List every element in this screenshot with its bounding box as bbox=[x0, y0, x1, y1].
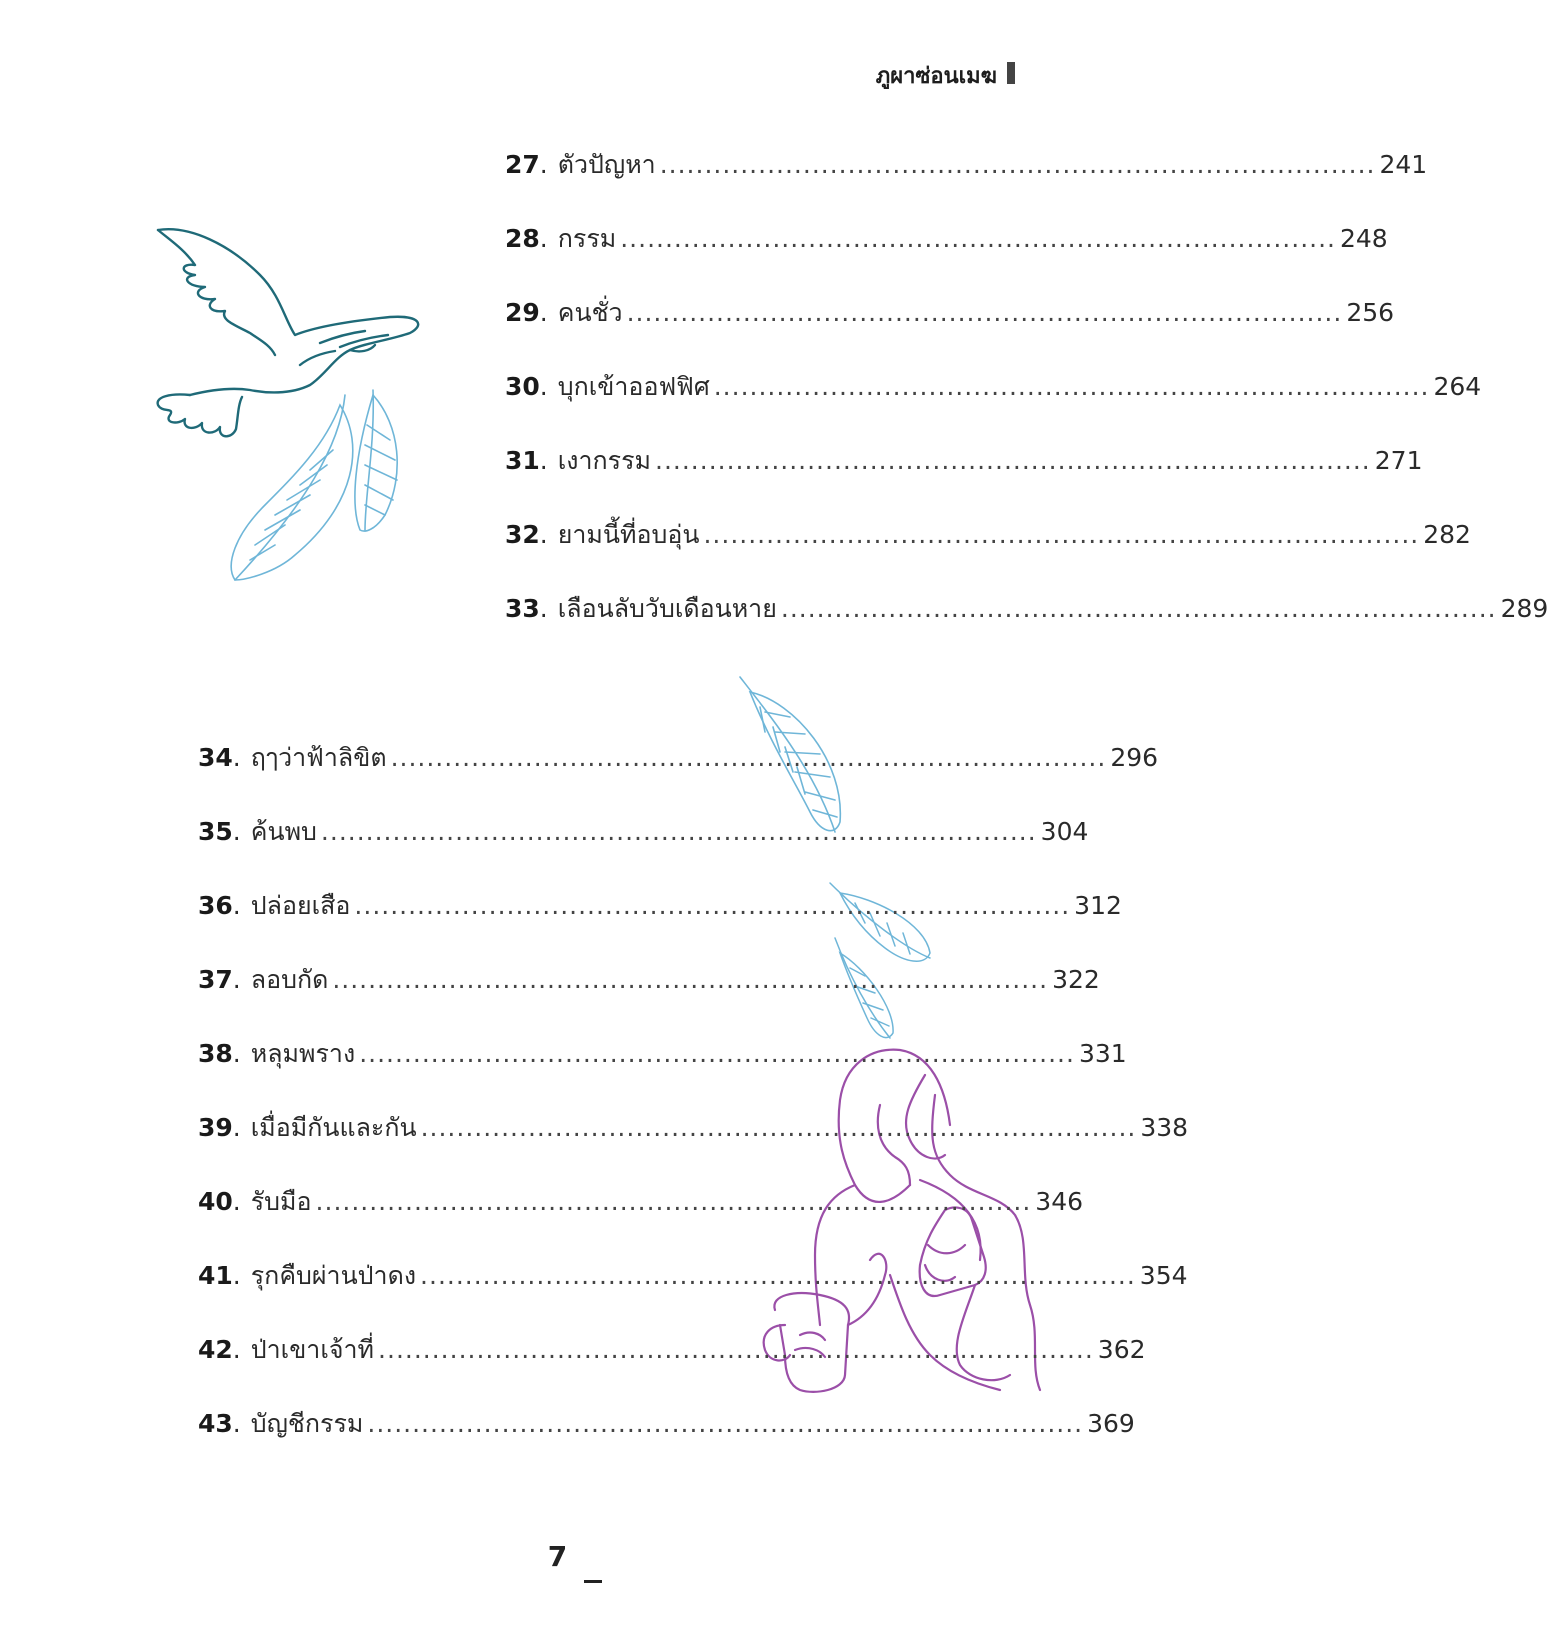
header-marker-bar bbox=[1007, 62, 1015, 84]
chapter-number: 37 bbox=[198, 965, 233, 994]
dot-leader: ................................................................................ bbox=[359, 1039, 1075, 1068]
chapter-number: 33 bbox=[505, 594, 540, 623]
chapter-number: 34 bbox=[198, 743, 233, 772]
book-title-header: ภูผาซ่อนเมฆ bbox=[875, 64, 997, 89]
dot-leader: ................................................................................ bbox=[390, 743, 1107, 772]
chapter-title: เลือนลับวับเดือนหาย bbox=[557, 594, 777, 623]
dot-leader: ................................................................................ bbox=[420, 1261, 1136, 1290]
page-ref: 248 bbox=[1339, 224, 1388, 253]
chapter-title: ปล่อยเสือ bbox=[250, 891, 351, 920]
chapter-number: 43 bbox=[198, 1409, 233, 1438]
chapter-title: ยามนี้ที่อบอุ่น bbox=[557, 520, 700, 549]
dot-leader: ................................................................................ bbox=[655, 446, 1371, 475]
page-ref: 289 bbox=[1500, 594, 1548, 623]
chapter-number: 40 bbox=[198, 1187, 233, 1216]
chapter-title: บุกเข้าออฟฟิศ bbox=[557, 372, 710, 401]
toc-entry[interactable]: 41 . รุกคืบผ่านป่าดง ................................................................................ 354 bbox=[198, 1256, 733, 1330]
toc-entry[interactable]: 36 . ปล่อยเสือ ................................................................................ 312 bbox=[198, 886, 733, 960]
chapter-number: 38 bbox=[198, 1039, 233, 1068]
chapter-title: เงากรรม bbox=[557, 446, 652, 475]
chapter-title: คนชั่ว bbox=[557, 298, 623, 327]
page-ref: 241 bbox=[1379, 150, 1428, 179]
page-ref: 331 bbox=[1078, 1039, 1127, 1068]
toc-entry[interactable]: 42 . ป่าเขาเจ้าที่ ................................................................................ 362 bbox=[198, 1330, 733, 1404]
chapter-title: บัญชีกรรม bbox=[250, 1409, 364, 1438]
dot-leader: ................................................................................ bbox=[703, 520, 1420, 549]
dot-leader: ................................................................................ bbox=[354, 891, 1071, 920]
page-ref: 296 bbox=[1110, 743, 1159, 772]
toc-entry[interactable]: 35 . ค้นพบ ................................................................................ 304 bbox=[198, 812, 733, 886]
page-ref: 312 bbox=[1074, 891, 1122, 920]
chapter-title: ป่าเขาเจ้าที่ bbox=[250, 1335, 375, 1364]
toc-entry[interactable]: 29 . คนชั่ว ................................................................................ 256 bbox=[505, 293, 1000, 367]
chapter-number: 28 bbox=[505, 224, 540, 253]
toc-entry[interactable]: 43 . บัญชีกรรม ................................................................................ 369 bbox=[198, 1404, 733, 1478]
dot-leader: ................................................................................ bbox=[659, 150, 1376, 179]
chapter-number: 29 bbox=[505, 298, 540, 327]
feathers-illustration-top bbox=[215, 385, 415, 590]
dot-leader: ................................................................................ bbox=[620, 224, 1336, 253]
page-ref: 369 bbox=[1087, 1409, 1135, 1438]
dot-leader: ................................................................................ bbox=[378, 1335, 1094, 1364]
dot-leader: ................................................................................ bbox=[320, 817, 1037, 846]
page-ref: 322 bbox=[1052, 965, 1100, 994]
dot-leader: ................................................................................ bbox=[420, 1113, 1137, 1142]
toc-section-upper bbox=[505, 145, 1548, 663]
page-ref: 271 bbox=[1374, 446, 1423, 475]
page-number-underline bbox=[584, 1580, 602, 1583]
page-ref: 346 bbox=[1035, 1187, 1084, 1216]
page-ref: 282 bbox=[1423, 520, 1471, 549]
toc-entry[interactable]: 34 . ฤๅว่าฟ้าลิขิต ................................................................................ 296 bbox=[198, 738, 733, 812]
dot-leader: ................................................................................ bbox=[367, 1409, 1084, 1438]
chapter-number: 41 bbox=[198, 1261, 233, 1290]
toc-entry[interactable]: 27 . ตัวปัญหา ................................................................................ 241 bbox=[505, 145, 1000, 219]
chapter-number: 42 bbox=[198, 1335, 233, 1364]
toc-entry[interactable]: 37 . ลอบกัด ................................................................................ 322 bbox=[198, 960, 733, 1034]
chapter-number: 30 bbox=[505, 372, 540, 401]
page-ref: 264 bbox=[1433, 372, 1482, 401]
page-ref: 338 bbox=[1140, 1113, 1189, 1142]
toc-entry[interactable]: 40 . รับมือ ................................................................................ 346 bbox=[198, 1182, 733, 1256]
toc-entry[interactable]: 39 . เมื่อมีกันและกัน ................................................................................ 338 bbox=[198, 1108, 733, 1182]
page-number: 7 bbox=[547, 1540, 568, 1573]
chapter-title: ตัวปัญหา bbox=[557, 150, 656, 179]
chapter-title: กรรม bbox=[557, 224, 617, 253]
dot-leader: ................................................................................ bbox=[626, 298, 1343, 327]
chapter-title: ลอบกัด bbox=[250, 965, 329, 994]
toc-section-lower bbox=[198, 738, 1189, 1478]
chapter-number: 27 bbox=[505, 150, 540, 179]
chapter-number: 31 bbox=[505, 446, 540, 475]
dot-leader: ................................................................................ bbox=[332, 965, 1049, 994]
chapter-number: 36 bbox=[198, 891, 233, 920]
toc-entry[interactable]: 28 . กรรม ................................................................................ 248 bbox=[505, 219, 1000, 293]
page-ref: 256 bbox=[1346, 298, 1395, 327]
chapter-title: รับมือ bbox=[250, 1187, 312, 1216]
chapter-title: ฤๅว่าฟ้าลิขิต bbox=[250, 743, 387, 772]
page-ref: 354 bbox=[1139, 1261, 1188, 1290]
toc-entry[interactable]: 30 . บุกเข้าออฟฟิศ ................................................................................ 264 bbox=[505, 367, 1000, 441]
dot-leader: ................................................................................ bbox=[315, 1187, 1032, 1216]
toc-entry[interactable]: 31 . เงากรรม ................................................................................ 271 bbox=[505, 441, 1000, 515]
chapter-title: หลุมพราง bbox=[250, 1039, 356, 1068]
chapter-number: 32 bbox=[505, 520, 540, 549]
toc-entry[interactable]: 32 . ยามนี้ที่อบอุ่น ................................................................................ 282 bbox=[505, 515, 1000, 589]
dot-leader: ................................................................................ bbox=[780, 594, 1497, 623]
chapter-title: รุกคืบผ่านป่าดง bbox=[250, 1261, 417, 1290]
page-ref: 362 bbox=[1097, 1335, 1146, 1364]
chapter-number: 39 bbox=[198, 1113, 233, 1142]
chapter-title: ค้นพบ bbox=[250, 817, 317, 846]
toc-entry[interactable]: 33 . เลือนลับวับเดือนหาย ................................................................................ 289 bbox=[505, 589, 1000, 663]
chapter-title: เมื่อมีกันและกัน bbox=[250, 1113, 417, 1142]
page-ref: 304 bbox=[1040, 817, 1089, 846]
toc-entry[interactable]: 38 . หลุมพราง ................................................................................ 331 bbox=[198, 1034, 733, 1108]
chapter-number: 35 bbox=[198, 817, 233, 846]
dot-leader: ................................................................................ bbox=[713, 372, 1430, 401]
